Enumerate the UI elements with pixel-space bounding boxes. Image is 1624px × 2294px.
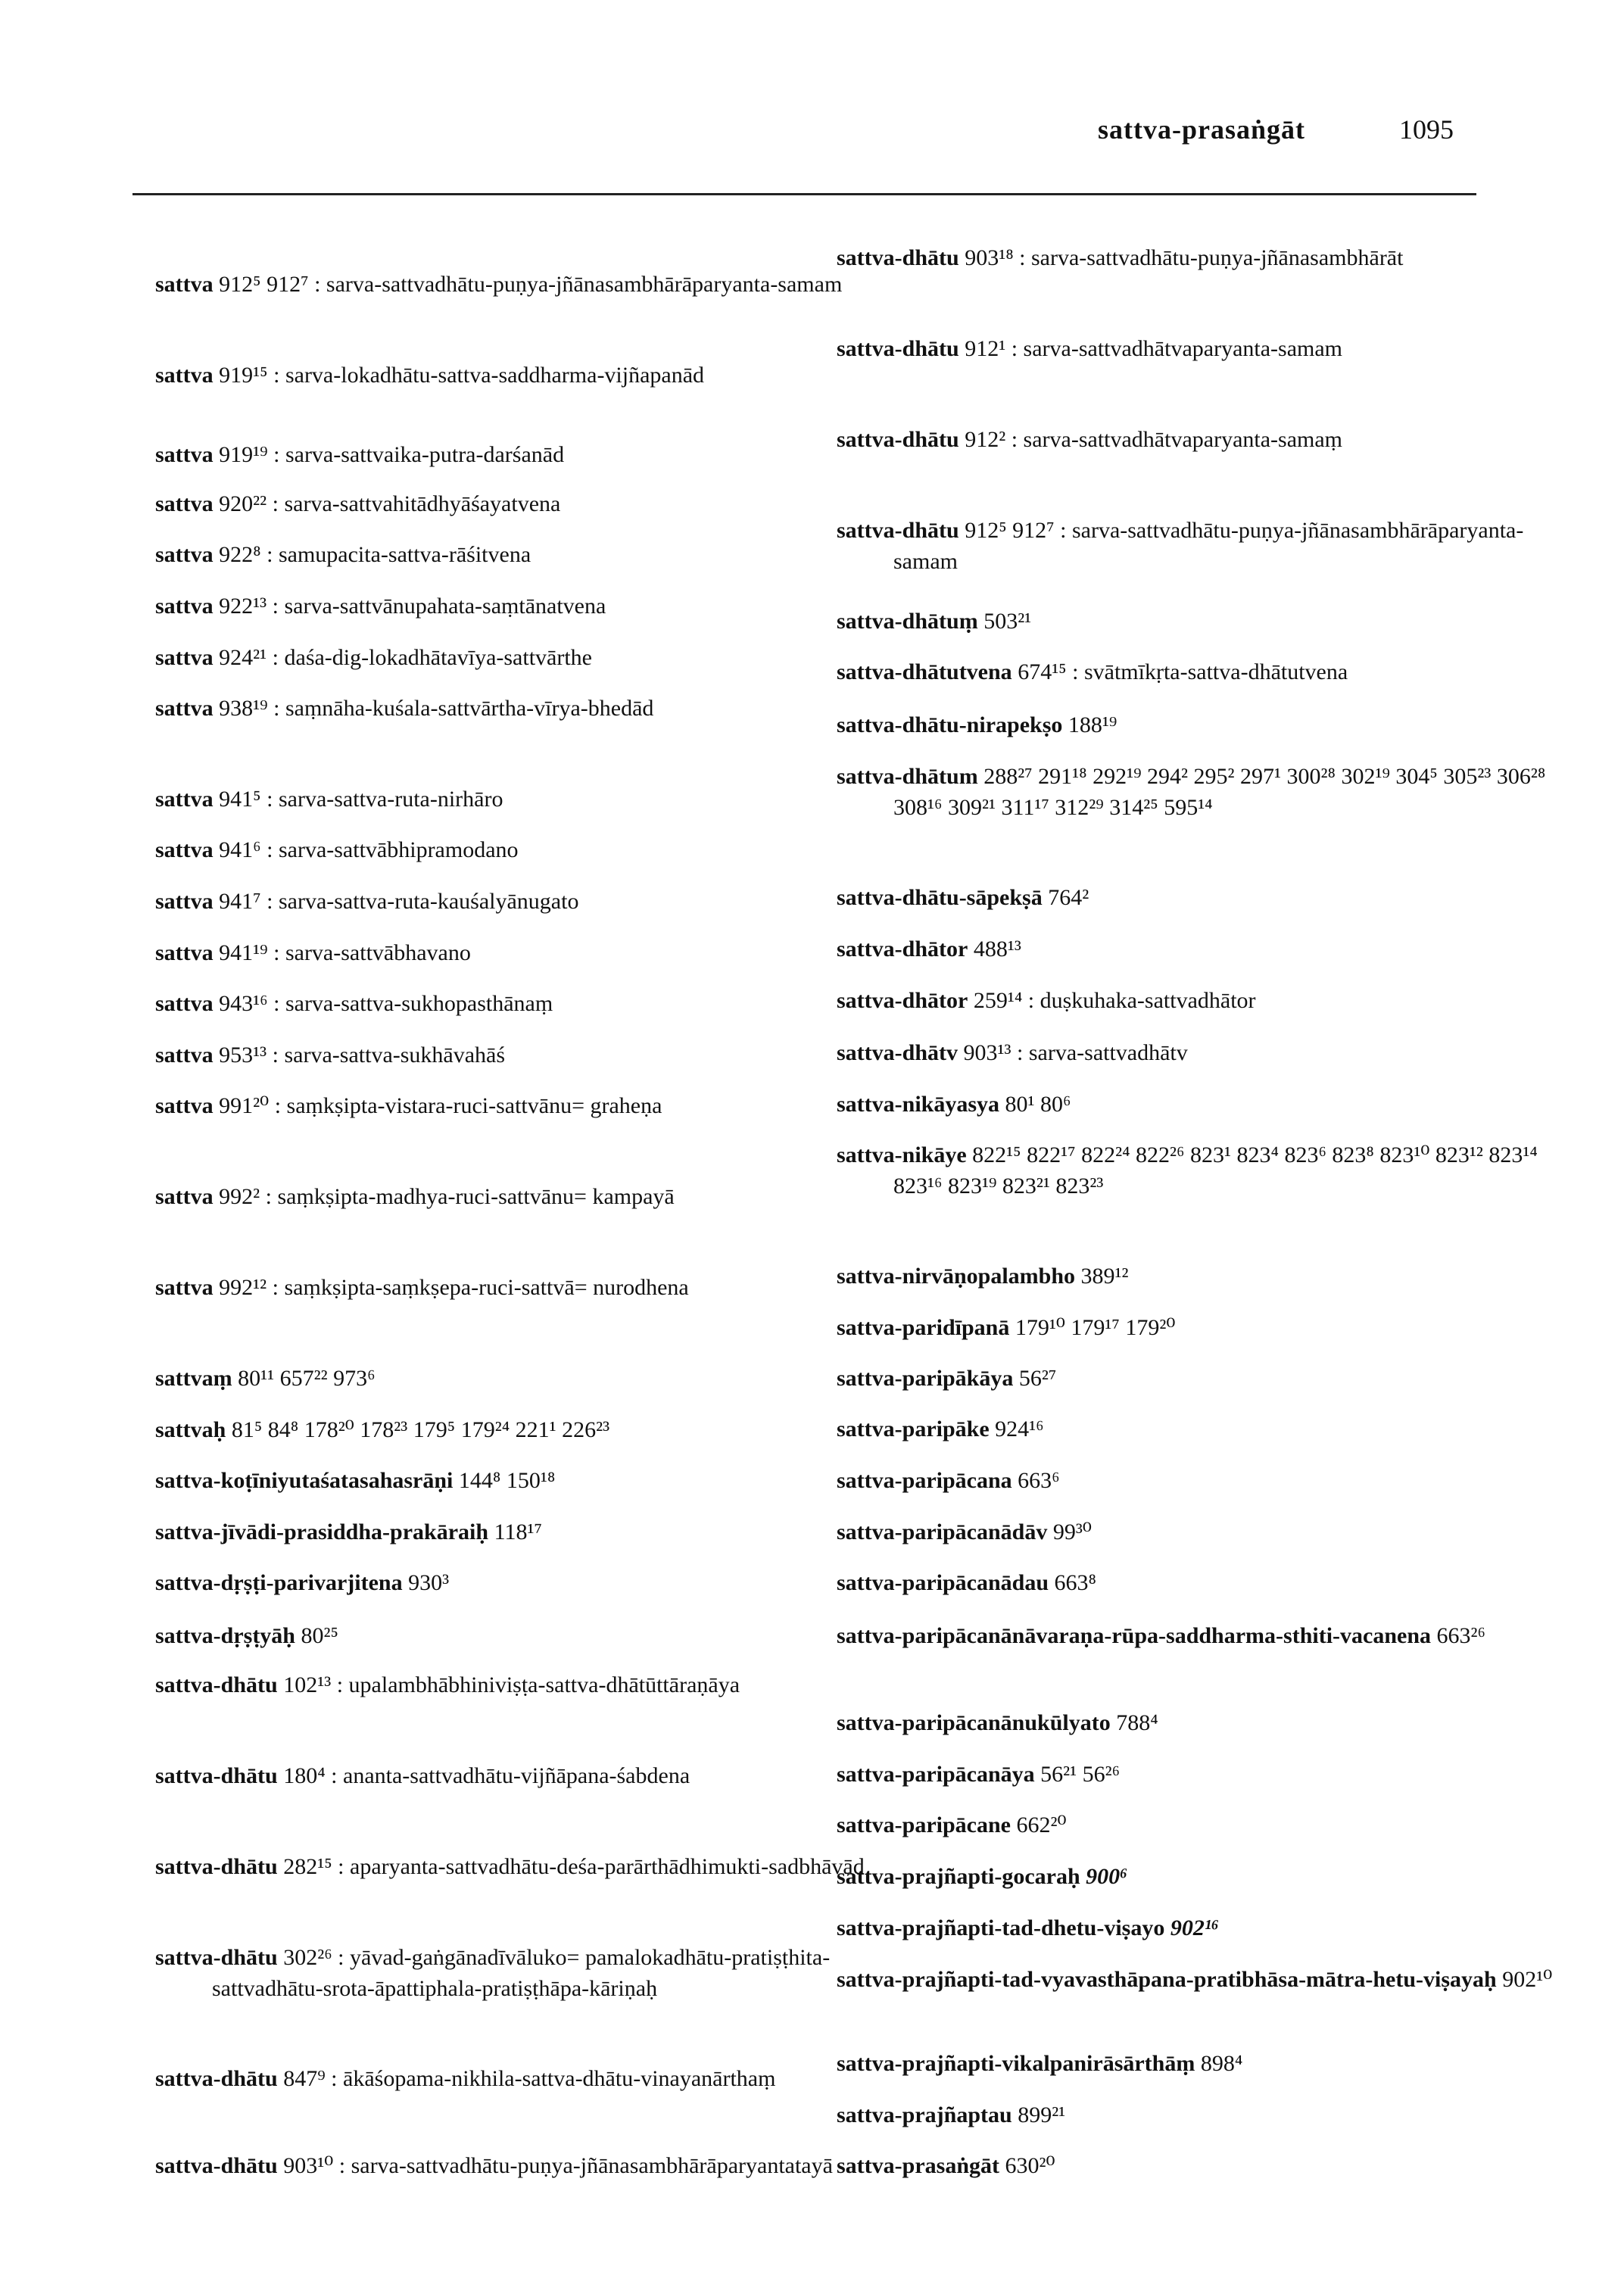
entry-headword: sattva-dhātor [837, 937, 968, 962]
entry-references: 663²⁶ [1436, 1623, 1485, 1648]
entry-definition: sarva-sattvadhātvaparyanta-samaṃ [1023, 427, 1343, 452]
entry-definition: sarva-sattvadhātu-puṇya-jñānasambhārāt [1031, 245, 1404, 270]
index-entry [837, 333, 1560, 364]
entry-headword: sattva-nirvāṇopalambho [837, 1264, 1076, 1289]
entry-references: 912² [965, 427, 1006, 452]
entry-headword: sattva-dhātu [155, 2066, 278, 2091]
header-rule [132, 193, 1476, 195]
index-entry [155, 988, 878, 1019]
entry-references: 81⁵ 84⁸ 178²⁰ 178²³ 179⁵ 179²⁴ 221¹ 226²³ [231, 1417, 610, 1442]
entry-headword: sattva-dhātu [155, 1854, 278, 1879]
entry-separator: : [331, 1672, 349, 1697]
entry-headword: sattva-prajñapti-vikalpanirāsārthāṃ [837, 2051, 1195, 2076]
running-head-title: sattva-prasaṅgāt [1098, 114, 1305, 145]
entry-references: 662²⁰ [1016, 1812, 1067, 1837]
entry-references: 924²¹ [219, 645, 267, 670]
entry-definition: daśa-dig-lokadhātavīya-sattvārthe [284, 645, 592, 670]
index-entry [155, 642, 878, 673]
entry-separator: : [260, 1184, 278, 1209]
entry-references: 663⁶ [1018, 1468, 1060, 1493]
entry-references: 389¹² [1080, 1264, 1129, 1289]
index-entry [155, 1363, 878, 1394]
entry-definition: sarva-sattvahitādhyāśayatvena [284, 491, 561, 516]
entry-headword: sattvaṃ [155, 1366, 232, 1391]
entry-references: 663⁸ [1054, 1570, 1097, 1595]
entry-headword: sattva-paripācanānukūlyato [837, 1710, 1111, 1735]
entry-headword: sattva-prajñapti-gocaraḥ [837, 1864, 1080, 1889]
entry-references: 902¹⁰ [1502, 1967, 1553, 1992]
index-entry [837, 882, 1560, 913]
entry-references: 674¹⁵ [1018, 659, 1067, 684]
entry-definition: sarva-sattva-sukhāvahāś [284, 1043, 506, 1068]
entry-references: 938¹⁹ [219, 696, 268, 721]
index-entry [837, 1516, 1560, 1548]
entry-definition: sarva-sattva-sukhopasthānaṃ [285, 991, 553, 1016]
entry-separator: : [267, 442, 285, 467]
entry-definition: sarva-sattvābhipramodano [278, 837, 519, 862]
entry-definition: sarva-sattvadhātu-puṇya-jñānasambhārāparyantatayā [351, 2153, 833, 2178]
entry-references: 992¹² [219, 1275, 267, 1300]
entry-definition: upalambhābhiniviṣṭa-sattva-dhātūttāraṇāya [348, 1672, 740, 1697]
entry-headword: sattva [155, 940, 214, 965]
entry-separator: : [260, 542, 279, 567]
entry-headword: sattva-koṭīniyutaśatasahasrāṇi [155, 1468, 454, 1493]
entry-references: 898⁴ [1200, 2051, 1243, 2076]
entry-references: 80²⁵ [301, 1623, 338, 1648]
entry-references: 900⁶ [1086, 1864, 1128, 1889]
entry-references: 99³⁰ [1052, 1519, 1092, 1544]
entry-headword: sattva-dhātu [837, 518, 959, 543]
entry-references: 188¹⁹ [1068, 712, 1117, 737]
entry-headword: sattva-dhātutvena [837, 659, 1012, 684]
entry-references: 903¹⁸ [965, 245, 1014, 270]
entry-headword: sattva [155, 645, 214, 670]
entry-headword: sattva-paripāke [837, 1417, 990, 1442]
entry-separator: : [325, 1763, 344, 1788]
entry-separator: : [260, 889, 279, 914]
entry-separator: : [260, 837, 279, 862]
entry-headword: sattva-dhātu [155, 1672, 278, 1697]
index-entry [837, 1413, 1560, 1445]
index-entry [155, 1516, 878, 1548]
entry-references: 991²⁰ [219, 1093, 270, 1118]
entry-separator: : [332, 1854, 350, 1879]
entry-separator: : [267, 491, 285, 516]
entry-definition: sarva-sattvadhātv [1028, 1040, 1188, 1065]
page-number: 1095 [1399, 114, 1454, 145]
entry-headword: sattva-jīvādi-prasiddha-prakāraiḥ [155, 1519, 489, 1544]
entry-definition: saṃkṣipta-madhya-ruci-sattvānu= kampayā [277, 1184, 675, 1209]
entry-headword: sattva-prajñapti-tad-vyavasthāpana-pratibhāsa-mātra-hetu-viṣayaḥ [837, 1967, 1497, 1992]
index-entry [837, 1964, 1560, 1995]
entry-references: 922⁸ [219, 542, 261, 567]
entry-separator: : [267, 1043, 285, 1068]
index-entry [155, 937, 878, 968]
entry-references: 899²¹ [1018, 2102, 1066, 2127]
entry-headword: sattva-paripācanādau [837, 1570, 1049, 1595]
index-entry [837, 933, 1560, 965]
entry-headword: sattva-dhātu [837, 427, 959, 452]
entry-headword: sattva-paripācana [837, 1468, 1012, 1493]
entry-headword: sattva-dhātu [837, 245, 959, 270]
entry-headword: sattva-prasaṅgāt [837, 2153, 999, 2178]
entry-references: 288²⁷ 291¹⁸ 292¹⁹ 294² 295² 297¹ 300²⁸ 302¹⁹ 304⁵ 305²³ 306²⁸ 308¹⁶ 309²¹ 311¹⁷ 312²⁹ 314²⁵ 595¹⁴ [893, 764, 1546, 820]
entry-definition: sarva-sattva-ruta-nirhāro [278, 787, 503, 812]
entry-definition: sarva-sattvaika-putra-darśanād [285, 442, 565, 467]
entry-separator: : [267, 696, 285, 721]
entry-headword: sattva [155, 1093, 214, 1118]
entry-headword: sattva [155, 837, 214, 862]
entry-separator: : [325, 2066, 344, 2091]
index-entry [837, 1037, 1560, 1068]
index-entry [837, 2150, 1560, 2181]
entry-separator: : [1022, 988, 1040, 1013]
index-entry [837, 709, 1560, 740]
index-entry [155, 1181, 878, 1212]
index-entry [155, 1620, 878, 1651]
entry-references: 941⁶ [219, 837, 261, 862]
entry-separator: : [1011, 1040, 1029, 1065]
entry-references: 924¹⁶ [995, 1417, 1044, 1442]
entry-headword: sattva [155, 442, 214, 467]
entry-separator: : [267, 1275, 285, 1300]
entry-headword: sattva-dhātum [837, 764, 978, 789]
entry-definition: sarva-sattvadhātvaparyanta-samam [1023, 336, 1343, 361]
index-entry [155, 539, 878, 570]
entry-headword: sattva-dṛṣṭyāḥ [155, 1623, 295, 1648]
index-entry [155, 834, 878, 865]
index-entry [837, 985, 1560, 1016]
index-entry [837, 656, 1560, 687]
entry-references: 920²² [219, 491, 267, 516]
entry-headword: sattva-paripākāya [837, 1366, 1014, 1391]
entry-definition: saṃkṣipta-vistara-ruci-sattvānu= graheṇa [286, 1093, 662, 1118]
index-entry [155, 360, 878, 391]
entry-definition: sarva-lokadhātu-sattva-saddharma-vijñapanād [285, 363, 705, 388]
entry-headword: sattva-nikāyasya [837, 1092, 1000, 1117]
entry-separator: : [332, 1945, 350, 1970]
entry-references: 630²⁰ [1005, 2153, 1055, 2178]
entry-headword: sattva-dhātu [155, 2153, 278, 2178]
index-entry [837, 515, 1560, 577]
index-entry [837, 1363, 1560, 1394]
index-entry [155, 439, 878, 470]
entry-references: 80¹¹ 657²² 973⁶ [238, 1366, 376, 1391]
entry-separator: : [267, 940, 285, 965]
entry-headword: sattva-paripācane [837, 1812, 1011, 1837]
entry-headword: sattva-dhātu [155, 1945, 278, 1970]
entry-references: 903¹⁰ [283, 2153, 334, 2178]
entry-references: 302²⁶ [283, 1945, 332, 1970]
index-entry [837, 1620, 1560, 1651]
entry-headword: sattva [155, 1275, 214, 1300]
entry-headword: sattva [155, 1184, 214, 1209]
entry-definition: sarva-sattva-ruta-kauśalyānugato [278, 889, 579, 914]
entry-references: 953¹³ [219, 1043, 267, 1068]
index-entry [155, 1090, 878, 1121]
entry-definition: sarva-sattvānupahata-saṃtānatvena [284, 594, 606, 619]
entry-separator: : [267, 594, 285, 619]
index-entry [837, 1261, 1560, 1292]
entry-definition: sarva-sattvadhātu-puṇya-jñānasambhārāparyanta-samam [893, 518, 1524, 574]
entry-headword: sattva-prajñapti-tad-dhetu-viṣayo [837, 1915, 1165, 1940]
index-entry [155, 2063, 878, 2094]
index-entry [837, 1139, 1560, 1202]
entry-headword: sattva-dhātuṃ [837, 609, 978, 634]
index-entry [837, 761, 1560, 823]
entry-headword: sattva [155, 363, 214, 388]
entry-headword: sattva [155, 594, 214, 619]
entry-separator: : [269, 1093, 287, 1118]
entry-separator: : [1066, 659, 1084, 684]
entry-headword: sattva-paripācanānāvaraṇa-rūpa-saddharma-sthiti-vacanena [837, 1623, 1432, 1648]
index-entry [837, 242, 1560, 273]
entry-definition: svātmīkṛta-sattva-dhātutvena [1083, 659, 1348, 684]
index-entry [155, 1272, 878, 1303]
index-entry [155, 1414, 878, 1445]
entry-references: 80¹ 80⁶ [1005, 1092, 1071, 1117]
entry-definition: samupacita-sattva-rāśitvena [278, 542, 531, 567]
entry-references: 912¹ [965, 336, 1006, 361]
index-entry [155, 1851, 878, 1882]
entry-headword: sattva-nikāye [837, 1142, 967, 1167]
entry-definition: yāvad-gaṅgānadīvāluko= pamalokadhātu-pratiṣṭhita-sattvadhātu-srota-āpattiphala-pratiṣṭhāpa-kāriṇaḥ [212, 1945, 831, 2001]
entry-headword: sattva-dhātor [837, 988, 968, 1013]
entry-separator: : [1013, 245, 1031, 270]
entry-definition: sarva-sattvābhavano [285, 940, 471, 965]
entry-separator: : [267, 363, 285, 388]
index-entry [837, 1759, 1560, 1790]
index-entry [155, 2150, 878, 2181]
entry-references: 788⁴ [1116, 1710, 1158, 1735]
index-entry [837, 1567, 1560, 1598]
entry-definition: duṣkuhaka-sattvadhātor [1040, 988, 1256, 1013]
index-entry [837, 2048, 1560, 2079]
index-entry [155, 269, 878, 300]
entry-headword: sattvaḥ [155, 1417, 226, 1442]
entry-headword: sattva [155, 1043, 214, 1068]
entry-headword: sattva [155, 991, 214, 1016]
index-entry [837, 2099, 1560, 2130]
index-entry [837, 1809, 1560, 1840]
entry-separator: : [333, 2153, 351, 2178]
entry-references: 179¹⁰ 179¹⁷ 179²⁰ [1015, 1315, 1176, 1340]
entry-references: 912⁵ 912⁷ [219, 272, 309, 297]
entry-references: 922¹³ [219, 594, 267, 619]
entry-definition: saṃkṣipta-saṃkṣepa-ruci-sattvā= nurodhena [284, 1275, 689, 1300]
entry-references: 992² [219, 1184, 260, 1209]
entry-separator: : [1005, 336, 1024, 361]
entry-references: 847⁹ [283, 2066, 326, 2091]
index-entry [155, 1039, 878, 1071]
entry-headword: sattva-prajñaptau [837, 2102, 1012, 2127]
index-entry [155, 1942, 878, 2004]
entry-references: 912⁵ 912⁷ [965, 518, 1055, 543]
entry-references: 919¹⁵ [219, 363, 268, 388]
entry-references: 822¹⁵ 822¹⁷ 822²⁴ 822²⁶ 823¹ 823⁴ 823⁶ 823⁸ 823¹⁰ 823¹² 823¹⁴ 823¹⁶ 823¹⁹ 823²¹ 823²³ [893, 1142, 1538, 1198]
entry-headword: sattva [155, 696, 214, 721]
entry-separator: : [267, 991, 285, 1016]
entry-references: 941⁷ [219, 889, 261, 914]
entry-separator: : [267, 645, 285, 670]
index-entry [155, 693, 878, 724]
entry-headword: sattva-paridīpanā [837, 1315, 1010, 1340]
index-entry [837, 1861, 1560, 1892]
entry-separator: : [1054, 518, 1072, 543]
entry-references: 919¹⁹ [219, 442, 268, 467]
entry-headword: sattva-dṛṣṭi-parivarjitena [155, 1570, 403, 1595]
entry-headword: sattva [155, 542, 214, 567]
entry-references: 764² [1048, 885, 1089, 910]
entry-references: 102¹³ [283, 1672, 332, 1697]
entry-headword: sattva [155, 491, 214, 516]
entry-references: 282¹⁵ [283, 1854, 332, 1879]
index-entry [155, 784, 878, 815]
entry-references: 56²¹ 56²⁶ [1040, 1762, 1121, 1787]
entry-references: 941¹⁹ [219, 940, 268, 965]
entry-definition: sarva-sattvadhātu-puṇya-jñānasambhārāparyanta-samam [326, 272, 843, 297]
entry-references: 180⁴ [283, 1763, 326, 1788]
index-entry [155, 1669, 878, 1700]
entry-headword: sattva-dhātv [837, 1040, 959, 1065]
entry-definition: ākāśopama-nikhila-sattva-dhātu-vinayanārthaṃ [343, 2066, 776, 2091]
entry-references: 144⁸ 150¹⁸ [458, 1468, 556, 1493]
entry-headword: sattva [155, 272, 214, 297]
entry-headword: sattva-dhātu-sāpekṣā [837, 885, 1043, 910]
index-entry [837, 424, 1560, 455]
index-entry [837, 1465, 1560, 1496]
entry-definition: aparyanta-sattvadhātu-deśa-parārthādhimukti-sadbhāvād [350, 1854, 865, 1879]
index-entry [155, 1760, 878, 1791]
entry-references: 488¹³ [973, 937, 1021, 962]
entry-definition: ananta-sattvadhātu-vijñāpana-śabdena [343, 1763, 690, 1788]
entry-references: 118¹⁷ [494, 1519, 542, 1544]
entry-headword: sattva [155, 889, 214, 914]
index-entry [155, 591, 878, 622]
index-entry [837, 606, 1560, 637]
entry-references: 902¹⁶ [1170, 1915, 1220, 1940]
entry-references: 903¹³ [963, 1040, 1011, 1065]
entry-headword: sattva-paripācanādāv [837, 1519, 1048, 1544]
entry-separator: : [260, 787, 279, 812]
entry-references: 259¹⁴ [973, 988, 1023, 1013]
entry-definition: saṃnāha-kuśala-sattvārtha-vīrya-bhedād [285, 696, 654, 721]
entry-headword: sattva-dhātu [837, 336, 959, 361]
entry-headword: sattva-dhātu-nirapekṣo [837, 712, 1063, 737]
entry-references: 941⁵ [219, 787, 261, 812]
index-entry [155, 1465, 878, 1496]
index-entry [837, 1089, 1560, 1120]
entry-references: 930³ [408, 1570, 450, 1595]
entry-headword: sattva [155, 787, 214, 812]
entry-references: 503²¹ [983, 609, 1032, 634]
entry-separator: : [1005, 427, 1024, 452]
index-entry [155, 488, 878, 519]
index-entry [155, 1567, 878, 1598]
entry-headword: sattva-paripācanāya [837, 1762, 1035, 1787]
index-entry [837, 1707, 1560, 1738]
entry-headword: sattva-dhātu [155, 1763, 278, 1788]
index-entry [837, 1912, 1560, 1943]
index-entry [155, 886, 878, 917]
entry-references: 56²⁷ [1018, 1366, 1057, 1391]
index-entry [837, 1312, 1560, 1343]
entry-separator: : [308, 272, 326, 297]
entry-references: 943¹⁶ [219, 991, 268, 1016]
